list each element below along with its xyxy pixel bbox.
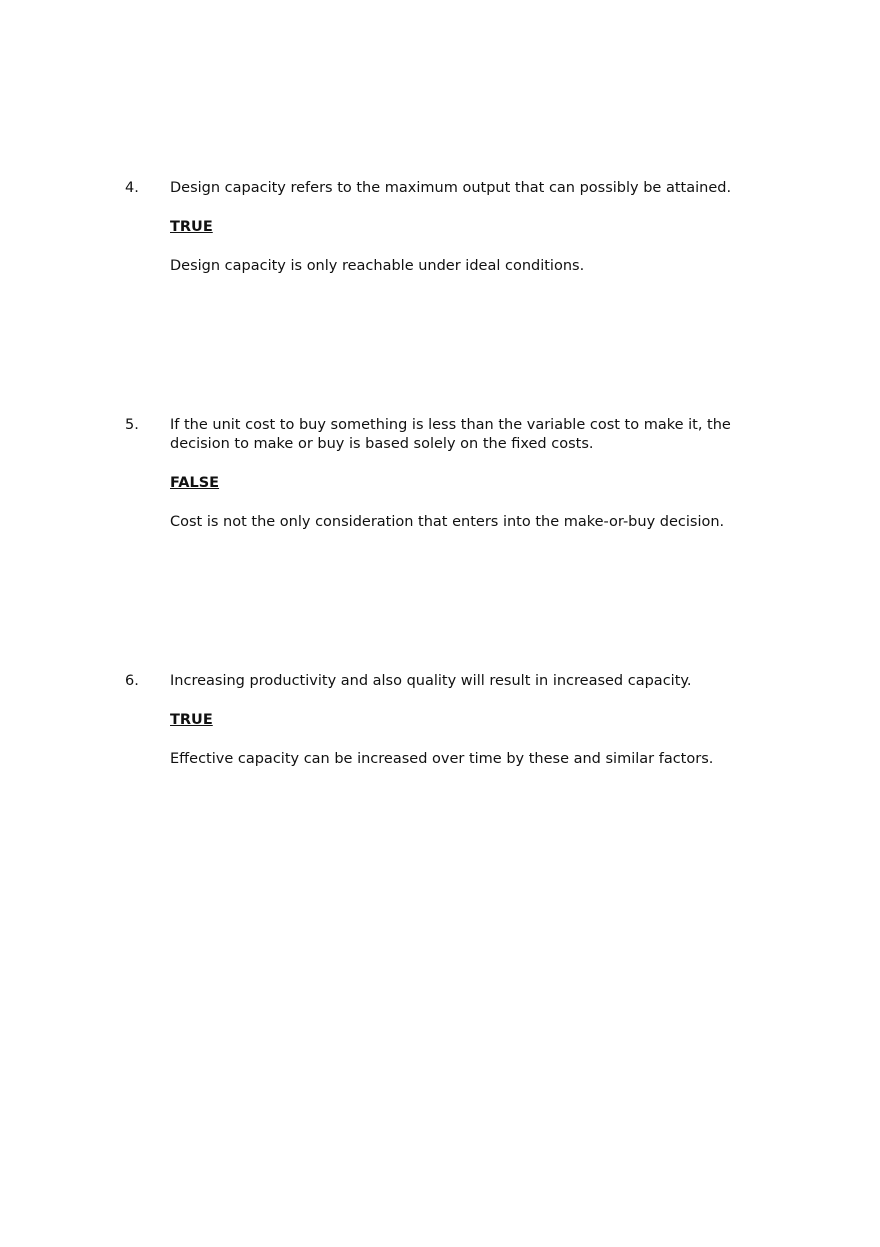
question-text: Increasing productivity and also quality will result in increased capacity. — [170, 673, 692, 689]
answer-explanation: Effective capacity can be increased over time by these and similar factors. — [170, 751, 714, 767]
answer-explanation: Design capacity is only reachable under ideal conditions. — [170, 258, 585, 274]
question-text: Design capacity refers to the maximum output that can possibly be attained. — [170, 180, 732, 196]
answer-label: TRUE — [170, 712, 213, 728]
answer-label: FALSE — [170, 475, 220, 491]
question-text: If the unit cost to buy something is less than the variable cost to make it, the decision to make or buy is based solely on the fixed costs. — [170, 417, 731, 452]
question-number: 6. — [125, 673, 139, 689]
answer-label: TRUE — [170, 219, 213, 235]
answer-explanation: Cost is not the only consideration that enters into the make-or-buy decision. — [170, 514, 725, 530]
question-number: 5. — [125, 417, 139, 433]
question-number: 4. — [125, 180, 139, 196]
